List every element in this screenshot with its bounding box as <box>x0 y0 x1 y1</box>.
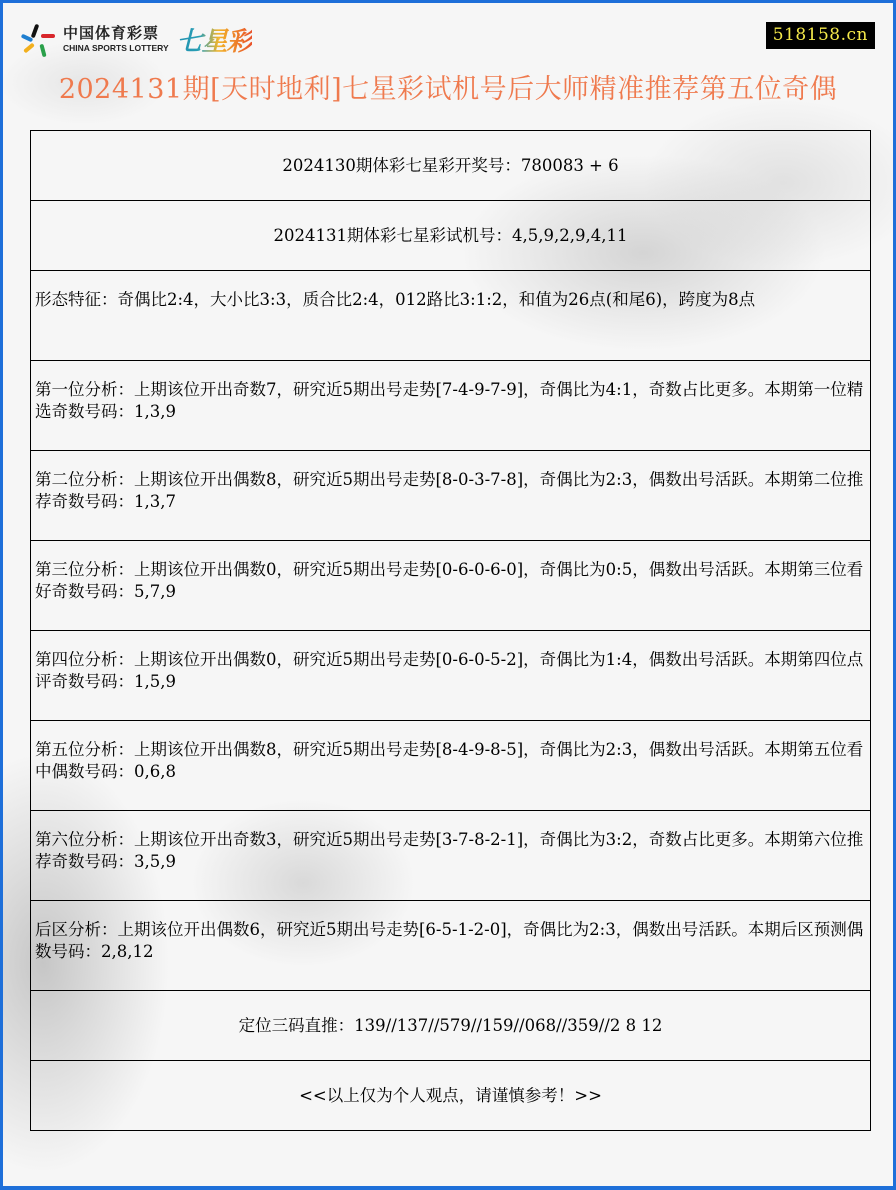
china-sports-lottery-logo <box>21 21 252 58</box>
page-title: 2024131期[天时地利]七星彩试机号后大师精准推荐第五位奇偶 <box>58 74 838 105</box>
position-1-analysis: 第一位分析：上期该位开出奇数7，研究近5期出号走势[7-4-9-7-9]，奇偶比为4:1，奇数占比更多。本期第一位精选奇数号码：1,3,9 <box>31 361 871 451</box>
disclaimer: <<以上仅为个人观点，请谨慎参考！>> <box>31 1061 871 1131</box>
table-row <box>31 991 871 1061</box>
position-4-analysis: 第四位分析：上期该位开出偶数0，研究近5期出号走势[0-6-0-5-2]，奇偶比为1:4，偶数出号活跃。本期第四位点评奇数号码：1,5,9 <box>31 631 871 721</box>
test-numbers: 2024131期体彩七星彩试机号：4,5,9,2,9,4,11 <box>31 201 871 271</box>
table-row <box>31 451 871 541</box>
logo-cn-text: 中国体育彩票 <box>63 24 160 43</box>
form-features: 形态特征：奇偶比2:4，大小比3:3，质合比2:4，012路比3:1:2，和值为26点(和尾6)，跨度为8点 <box>31 271 871 361</box>
game-logo-text: 七星彩 <box>177 21 252 58</box>
table-row <box>31 131 871 201</box>
direct-picks: 定位三码直推：139//137//579//159//068//359//2 8 12 <box>31 991 871 1061</box>
table-row <box>31 721 871 811</box>
site-badge[interactable]: 518158.cn <box>766 22 875 49</box>
table-row <box>31 271 871 361</box>
logo-en-text: CHINA SPORTS LOTTERY <box>63 43 169 54</box>
table-row <box>31 901 871 991</box>
table-row <box>31 541 871 631</box>
position-5-analysis: 第五位分析：上期该位开出偶数8，研究近5期出号走势[8-4-9-8-5]，奇偶比为2:3，偶数出号活跃。本期第五位看中偶数号码：0,6,8 <box>31 721 871 811</box>
back-zone-analysis: 后区分析：上期该位开出偶数6，研究近5期出号走势[6-5-1-2-0]，奇偶比为2:3，偶数出号活跃。本期后区预测偶数号码：2,8,12 <box>31 901 871 991</box>
table-row <box>31 631 871 721</box>
position-3-analysis: 第三位分析：上期该位开出偶数0，研究近5期出号走势[0-6-0-6-0]，奇偶比为0:5，偶数出号活跃。本期第三位看好奇数号码：5,7,9 <box>31 541 871 631</box>
recommendation-table <box>30 130 871 1131</box>
last-draw-result: 2024130期体彩七星彩开奖号：780083 + 6 <box>31 131 871 201</box>
position-6-analysis: 第六位分析：上期该位开出奇数3，研究近5期出号走势[3-7-8-2-1]，奇偶比为3:2，奇数占比更多。本期第六位推荐奇数号码：3,5,9 <box>31 811 871 901</box>
table-row <box>31 811 871 901</box>
table-row <box>31 1061 871 1131</box>
table-row <box>31 201 871 271</box>
table-row <box>31 361 871 451</box>
lottery-star-icon <box>21 22 57 58</box>
position-2-analysis: 第二位分析：上期该位开出偶数8，研究近5期出号走势[8-0-3-7-8]，奇偶比为2:3，偶数出号活跃。本期第二位推荐奇数号码：1,3,7 <box>31 451 871 541</box>
